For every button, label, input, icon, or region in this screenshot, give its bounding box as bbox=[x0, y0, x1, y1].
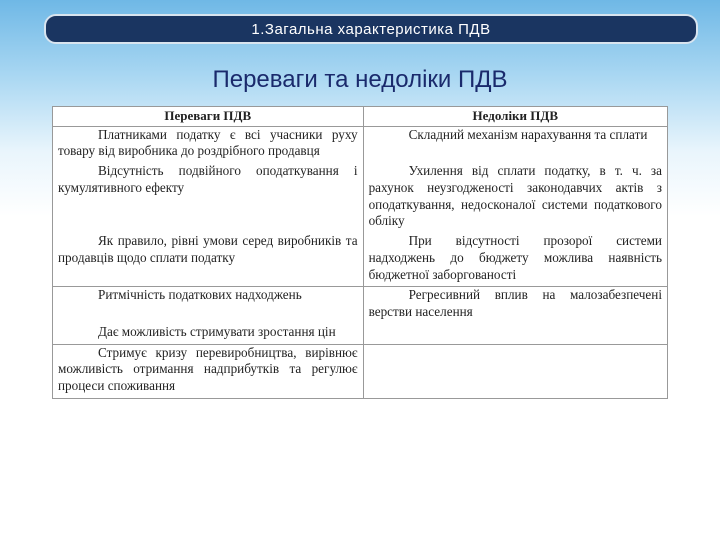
comparison-table bbox=[52, 106, 668, 399]
header-disadvantages: Недоліки ПДВ bbox=[363, 107, 667, 127]
advantage-cell: Стримує кризу перевиробництва, вирівнює можливість отримання надприбутків та регулює процеси споживання bbox=[53, 344, 364, 398]
disadvantage-cell: Складний механізм нарахування та сплати bbox=[363, 126, 667, 163]
disadvantage-cell bbox=[363, 344, 667, 398]
disadvantage-cell: Регресивний вплив на малозабезпечені верстви населення bbox=[363, 287, 667, 324]
header-advantages: Переваги ПДВ bbox=[53, 107, 364, 127]
section-title: 1.Загальна характеристика ПДВ bbox=[251, 20, 491, 38]
advantage-cell: Ритмічність податкових надходжень bbox=[53, 287, 364, 324]
disadvantage-cell: Ухилення від сплати податку, в т. ч. за рахунок неузгодженості законодавчих актів з оподаткування, недосконалої системи податкового обліку bbox=[363, 163, 667, 233]
slide-subtitle: Переваги та недоліки ПДВ bbox=[212, 66, 508, 93]
comparison-table-container bbox=[52, 106, 668, 482]
advantage-cell: Відсутність подвійного оподаткування і кумулятивного ефекту bbox=[53, 163, 364, 233]
disadvantage-cell bbox=[363, 324, 667, 344]
title-bar bbox=[44, 14, 698, 44]
advantage-cell: Як правило, рівні умови серед виробників та продавців щодо сплати податку bbox=[53, 233, 364, 287]
advantage-cell: Дає можливість стримувати зростання цін bbox=[53, 324, 364, 344]
advantage-cell: Платниками податку є всі учасники руху товару від виробника до роздрібного продавця bbox=[53, 126, 364, 163]
disadvantage-cell: При відсутності прозорої системи надходжень до бюджету можлива наявність бюджетної заборгованості bbox=[363, 233, 667, 287]
